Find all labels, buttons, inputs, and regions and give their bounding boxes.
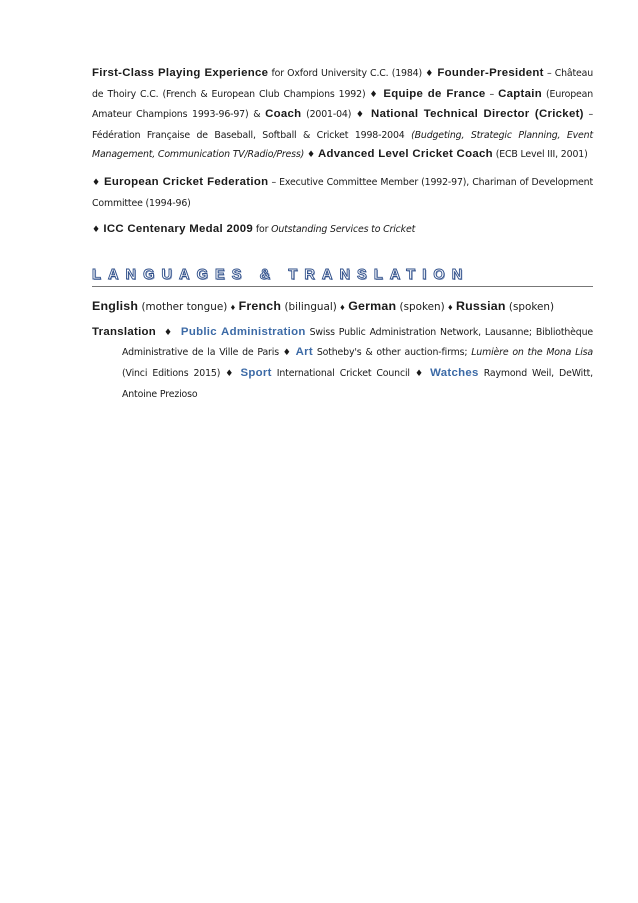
translation-clients: Raymond Weil, DeWitt, Antoine Prezioso	[122, 367, 593, 400]
advanced-coach-text: (ECB Level III, 2001)	[492, 149, 588, 161]
director-text: – Fédération Française de Baseball, Softball & Cricket 1998-2004	[92, 109, 594, 141]
icc-medal-title: ICC Centenary Medal 2009	[99, 223, 254, 236]
equipe-title: Equipe de France	[378, 87, 486, 100]
diamond-bullet-icon: ♦	[340, 301, 345, 312]
director-italic: (Budgeting, Strategic Planning, Event Management, Communication TV/Radio/Press)	[92, 129, 593, 161]
diamond-bullet-icon: ♦	[425, 69, 434, 79]
translation-area: Art	[295, 346, 313, 359]
diamond-bullet-icon: ♦	[307, 150, 315, 161]
translation-clients: Swiss Public Administration Network, Lausanne; Bibliothèque Administrative de la Ville de Paris	[122, 326, 594, 359]
director-title: National Technical Director (Cricket)	[365, 108, 584, 121]
diamond-bullet-icon: ♦	[225, 368, 236, 379]
language-level: (mother tongue)	[138, 300, 231, 313]
diamond-bullet-icon: ♦	[414, 368, 426, 379]
translation-area: Watches	[430, 366, 479, 379]
captain-title: Captain	[498, 87, 542, 100]
diamond-bullet-icon: ♦	[447, 301, 453, 312]
diamond-bullet-icon: ♦	[355, 110, 366, 121]
languages-list	[92, 296, 593, 317]
cv-page	[92, 64, 593, 404]
translation-area: Sport	[240, 366, 272, 379]
language-level: (spoken)	[505, 300, 554, 313]
translation-clients: International Cricket Council	[271, 367, 415, 379]
diamond-bullet-icon: ♦	[369, 89, 379, 100]
language-name: English	[92, 298, 139, 313]
equipe-dash: –	[485, 88, 499, 100]
founder-text: – Château de Thoiry C.C. (French & European Club Champions 1992)	[92, 68, 594, 100]
section-heading-languages: LANGUAGES & TRANSLATION	[92, 267, 593, 287]
translation-paragraph	[92, 323, 593, 404]
icc-medal-reason: Outstanding Services to Cricket	[271, 224, 416, 236]
translation-book-title: Lumière on the Mona Lisa	[471, 347, 593, 359]
language-name: French	[238, 298, 282, 313]
icc-medal-for: for	[253, 224, 272, 236]
coach-title: Coach	[265, 108, 302, 121]
diamond-bullet-icon: ♦	[230, 301, 236, 312]
diamond-bullet-icon: ♦	[163, 327, 174, 338]
experience-paragraph-3	[92, 220, 593, 241]
translation-book-publisher: (Vinci Editions 2015)	[122, 367, 226, 379]
captain-text: (European Amateur Champions 1993-96-97) &	[92, 88, 594, 121]
language-level: (bilingual)	[281, 300, 341, 313]
advanced-coach-title: Advanced Level Cricket Coach	[314, 148, 493, 161]
translation-area: Public Administration	[180, 325, 306, 338]
experience-title: First-Class Playing Experience	[92, 67, 269, 79]
coach-text: (2001-04)	[301, 109, 356, 121]
ecf-title: European Cricket Federation	[100, 175, 269, 188]
diamond-bullet-icon: ♦	[92, 225, 100, 236]
translation-label: Translation	[92, 325, 157, 338]
language-name: Russian	[455, 298, 506, 313]
experience-text: for Oxford University C.C. (1984)	[268, 68, 426, 79]
ecf-text: – Executive Committee Member (1992-97), Chariman of Development Committee (1994-96)	[92, 176, 593, 209]
diamond-bullet-icon: ♦	[92, 177, 101, 188]
experience-paragraph-2	[92, 173, 593, 213]
founder-title: Founder-President	[433, 67, 544, 79]
language-level: (spoken)	[396, 300, 448, 313]
experience-paragraph-1	[92, 64, 593, 166]
diamond-bullet-icon: ♦	[282, 348, 292, 359]
translation-clients: Sotheby's & other auction-firms;	[312, 347, 472, 359]
language-name: German	[348, 298, 397, 313]
